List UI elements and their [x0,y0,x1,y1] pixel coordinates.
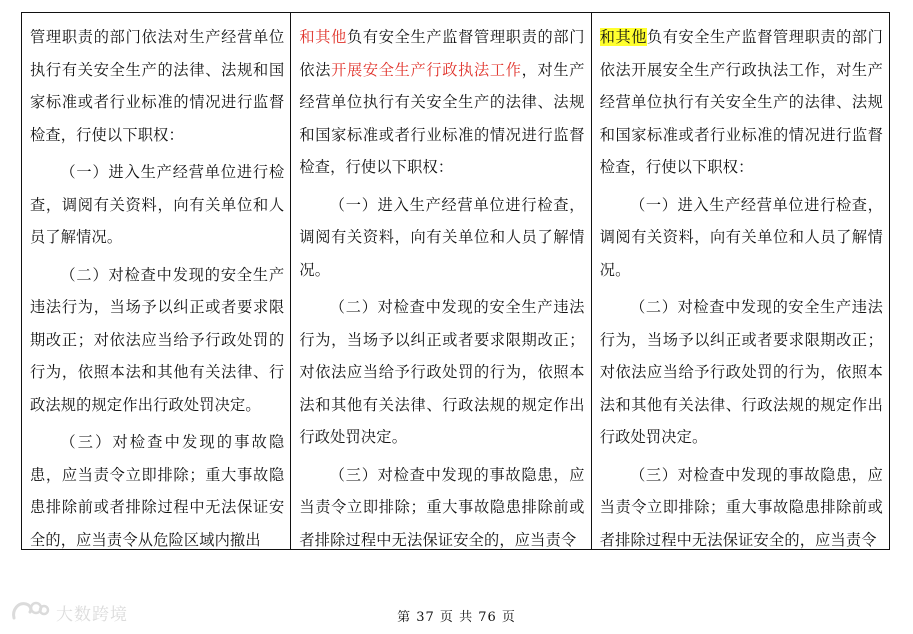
paragraph-intro [299,21,584,184]
intro-text: 负有安全生产监督管理职责的部门依法开展安全生产行政执法工作，对生产经营单位执行有关安全生产的法律、法规和国家标准或者行业标准的情况进行监督检查，行使以下职权： [599,28,883,176]
page-number: 第 37 页 共 76 页 [397,610,516,625]
table-column-final [591,13,889,549]
table-column-revised [290,13,590,549]
paragraph-intro [600,21,883,184]
comparison-table [21,12,890,550]
paragraph-item-1: （一）进入生产经营单位进行检查，调阅有关资料，向有关单位和人员了解情况。 [599,195,883,279]
intro-text-a: 负有安全生产监督管理职责的部门依法 [299,28,585,79]
paragraph-intro: 管理职责的部门依法对生产经营单位执行有关安全生产的法律、法规和国家标准或者行业标准的情况进行监督检查，行使以下职权： [30,28,285,144]
table-column-original [22,13,290,549]
watermark-text: 大数跨境 [56,604,128,625]
paragraph-item-2: （二）对检查中发现的安全生产违法行为，当场予以纠正或者要求限期改正；对依法应当给予行政处罚的行为，依照本法和其他有关法律、行政法规的规定作出行政处罚决定。 [299,298,585,446]
paragraph-item-3: （三）对检查中发现的事故隐患，应当责令立即排除；重大事故隐患排除前或者排除过程中无法保证安全的，应当责令 [599,465,883,549]
paragraph-item-2: （二）对检查中发现的安全生产违法行为，当场予以纠正或者要求限期改正；对依法应当给予行政处罚的行为，依照本法和其他有关法律、行政法规的规定作出行政处罚决定。 [30,265,285,414]
paragraph-item-1: （一）进入生产经营单位进行检查，调阅有关资料，向有关单位和人员了解情况。 [30,163,285,246]
red-text-added: 和其他 [299,28,348,46]
paragraph-item-3: （三）对检查中发现的事故隐患，应当责令立即排除；重大事故隐患排除前或者排除过程中无法保证安全的，应当责令从危险区域内撤出 [30,433,285,549]
paragraph-item-3: （三）对检查中发现的事故隐患，应当责令立即排除；重大事故隐患排除前或者排除过程中无法保证安全的，应当责令 [299,465,585,549]
paragraph-item-1: （一）进入生产经营单位进行检查，调阅有关资料，向有关单位和人员了解情况。 [299,195,585,279]
highlighted-text: 和其他 [599,28,647,46]
red-text-added: 开展安全生产行政执法工作 [331,60,522,79]
paragraph-item-2: （二）对检查中发现的安全生产违法行为，当场予以纠正或者要求限期改正；对依法应当给予行政处罚的行为，依照本法和其他有关法律、行政法规的规定作出行政处罚决定。 [599,298,883,446]
intro-text-b: ，对生产经营单位执行有关安全生产的法律、法规和国家标准或者行业标准的情况进行监督检查，行使以下职权： [299,60,585,176]
